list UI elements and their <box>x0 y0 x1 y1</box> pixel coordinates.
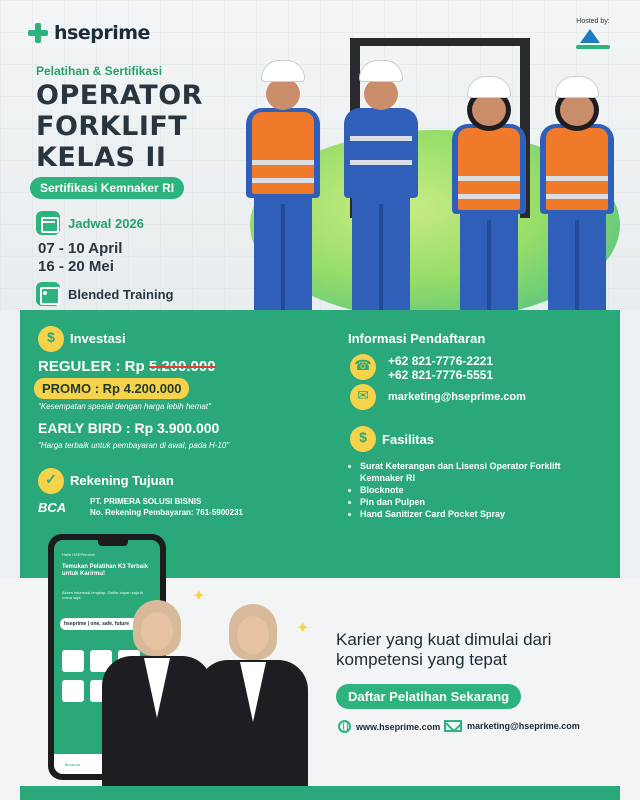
check-badge-icon <box>38 468 64 494</box>
hero-illustration <box>230 30 640 310</box>
worker-figure <box>536 76 618 310</box>
app-description: Akses informasi lengkap, Daftar kapan saja di mana saja <box>62 590 144 600</box>
reguler-old-price: 5.200.000 <box>148 358 216 375</box>
coin-icon <box>38 326 64 352</box>
app-tile[interactable] <box>62 680 84 702</box>
title-line: KELAS II <box>36 142 167 173</box>
certification-badge: Sertifikasi Kemnaker RI <box>30 177 184 199</box>
phone-icon <box>350 354 376 380</box>
calendar-icon <box>36 211 60 235</box>
presenter-figure <box>102 600 212 800</box>
sparkle-icon: ✦ <box>192 588 206 605</box>
phone-numbers[interactable] <box>388 354 493 382</box>
tagline-line: kompetensi yang tepat <box>336 650 508 669</box>
presenter-figure <box>198 604 308 800</box>
facility-item: • Hand Sanitizer Card Pocket Spray <box>360 508 598 520</box>
training-mode: Blended Training <box>68 286 174 302</box>
bank-heading: Rekening Tujuan <box>70 473 174 488</box>
facility-item: • Blocknote <box>360 484 598 496</box>
facility-item: • Pin dan Pulpen <box>360 496 598 508</box>
hand-coin-icon <box>350 426 376 452</box>
worker-figure <box>448 76 530 310</box>
tagline <box>336 630 551 670</box>
footer-email-link[interactable] <box>444 720 580 732</box>
nav-home[interactable]: Beranda <box>64 761 80 767</box>
globe-icon <box>338 720 351 733</box>
worker-figure <box>242 60 324 310</box>
reguler-price <box>38 358 216 375</box>
worker-figure <box>340 60 422 310</box>
promo-note: "Kesempatan spesial dengan harga lebih hemat" <box>38 402 211 411</box>
course-subtitle: Pelatihan & Sertifikasi <box>36 64 163 78</box>
title-line: OPERATOR <box>36 80 203 111</box>
footer-email-text[interactable]: marketing@hseprime.com <box>467 721 580 731</box>
date-item: 16 - 20 Mei <box>38 258 114 275</box>
bca-logo: BCA <box>38 500 67 515</box>
schedule-row <box>36 211 144 235</box>
registration-email[interactable]: marketing@hseprime.com <box>388 391 526 403</box>
promo-price: PROMO : Rp 4.200.000 <box>34 378 189 399</box>
phone-number[interactable]: +62 821-7776-2221 <box>388 354 494 368</box>
course-title <box>36 80 203 173</box>
hosted-by-label: Hosted by: <box>576 18 610 25</box>
reguler-label: REGULER : Rp <box>38 358 149 375</box>
bank-details <box>90 496 243 518</box>
sparkle-icon: ✦ <box>296 620 310 637</box>
registration-heading: Informasi Pendaftaran <box>348 331 486 346</box>
website-text[interactable]: www.hseprime.com <box>356 721 441 732</box>
app-tile[interactable] <box>62 650 84 672</box>
register-cta-button[interactable]: Daftar Pelatihan Sekarang <box>336 684 521 709</box>
website-link[interactable] <box>338 720 440 733</box>
early-bird-note: "Harga terbaik untuk pembayaran di awal, pada H-10" <box>38 441 230 450</box>
facilities-heading: Fasilitas <box>382 432 435 447</box>
brand-name: hseprime <box>54 22 150 44</box>
facilities-list <box>348 460 598 520</box>
id-card-icon <box>36 282 60 306</box>
brand-logo[interactable] <box>28 22 150 44</box>
date-item: 07 - 10 April <box>38 240 123 257</box>
tagline-line: Karier yang kuat dimulai dari <box>336 630 552 649</box>
app-headline: Temukan Pelatihan K3 Terbaik untuk Karirmu! <box>62 564 149 577</box>
facility-item: • Surat Keterangan dan Lisensi Operator Forklift Kemnaker RI <box>360 460 598 484</box>
schedule-label: Jadwal 2026 <box>68 215 144 231</box>
schedule-dates <box>38 240 122 276</box>
hero-section <box>0 0 640 310</box>
title-line: FORKLIFT <box>36 111 188 142</box>
training-mode-row <box>36 282 173 306</box>
investment-heading: Investasi <box>70 331 126 346</box>
phone-number[interactable]: +62 821-7776-5551 <box>388 368 494 382</box>
account-holder: PT. PRIMERA SOLUSI BISNIS <box>90 497 202 506</box>
envelope-icon <box>444 720 462 732</box>
app-search-bar[interactable]: hseprime | one, safe, future <box>60 618 154 630</box>
plus-logo-icon <box>28 23 48 43</box>
account-number: No. Rekening Pembayaran: 761-5900231 <box>90 508 243 517</box>
mail-icon <box>350 384 376 410</box>
app-greeting: Hallo HSEPrimers! <box>62 552 96 557</box>
early-bird-price: EARLY BIRD : Rp 3.900.000 <box>38 420 220 436</box>
bottom-strip <box>20 786 620 800</box>
